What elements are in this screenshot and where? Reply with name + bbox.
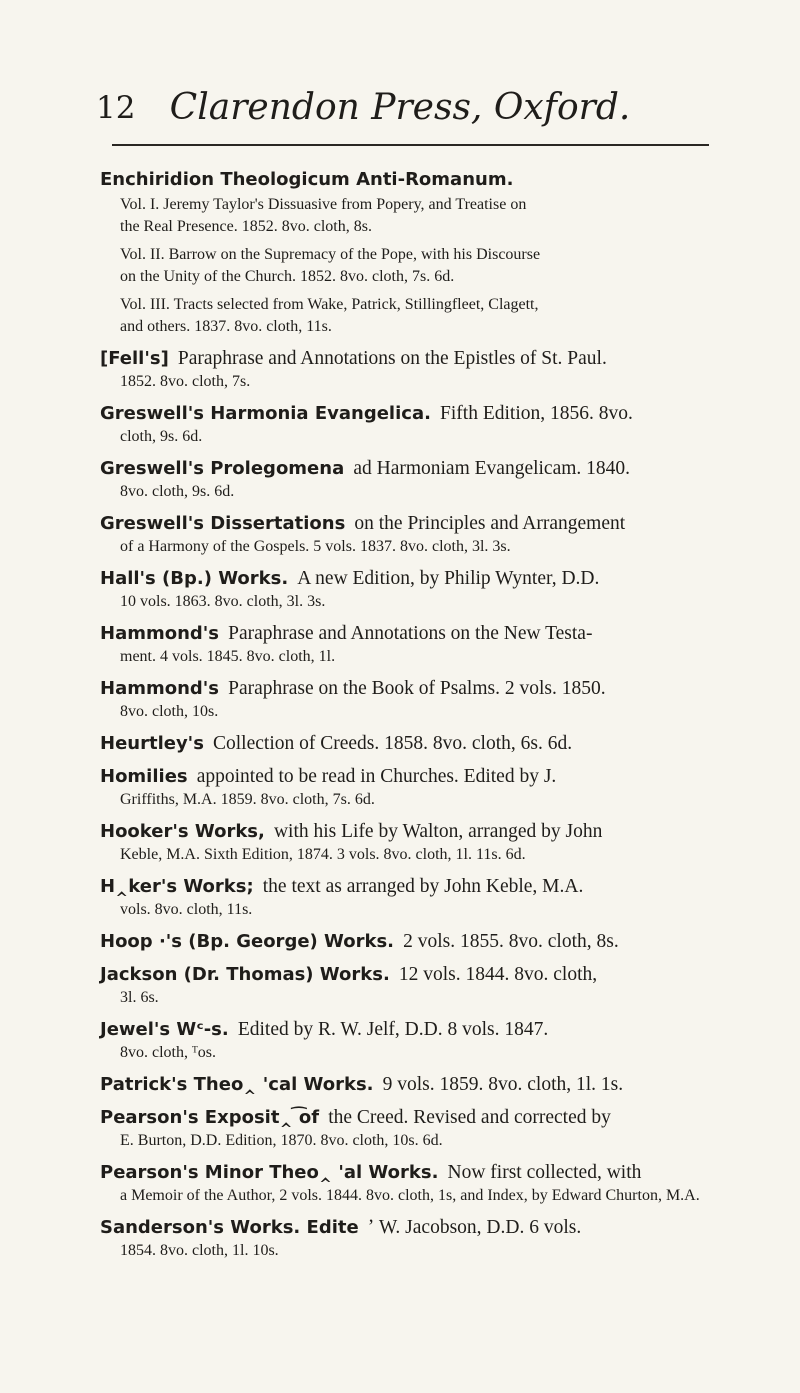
catalogue-entry bbox=[100, 168, 730, 338]
entry-detail-line: of a Harmony of the Gospels. 5 vols. 1837. 8vo. cloth, 3l. 3s. bbox=[120, 538, 511, 555]
page-header bbox=[0, 88, 800, 128]
entry-description: Paraphrase on the Book of Psalms. 2 vols. 1850. bbox=[228, 678, 606, 699]
entry-description: 12 vols. 1844. 8vo. cloth, bbox=[398, 964, 598, 985]
catalogue-entry bbox=[100, 402, 730, 448]
entry-heading: Greswell's Prolegomena bbox=[100, 458, 345, 479]
entry-detail-line: vols. 8vo. cloth, 11s. bbox=[120, 901, 253, 918]
entry-detail-line: 3l. 6s. bbox=[120, 989, 159, 1006]
entry-heading: Greswell's Dissertations bbox=[100, 513, 346, 534]
entry-heading: Hammond's bbox=[100, 678, 220, 699]
entry-heading: Hall's (Bp.) Works. bbox=[100, 568, 289, 589]
entry-description: Edited by R. W. Jelf, D.D. 8 vols. 1847. bbox=[237, 1019, 549, 1040]
entry-description: Paraphrase and Annotations on the Epistles of St. Paul. bbox=[177, 348, 607, 369]
catalogue-entry bbox=[100, 765, 730, 811]
entry-description: Paraphrase and Annotations on the New Testa- bbox=[228, 623, 593, 644]
entry-heading: Greswell's Harmonia Evangelica. bbox=[100, 403, 431, 424]
volume-line: the Real Presence. 1852. 8vo. cloth, 8s. bbox=[120, 218, 372, 235]
entry-detail-line: 1852. 8vo. cloth, 7s. bbox=[120, 373, 251, 390]
entry-heading: Hammond's bbox=[100, 623, 220, 644]
catalogue-entry bbox=[100, 963, 730, 1009]
entry-detail-line: 1854. 8vo. cloth, 1l. 10s. bbox=[120, 1242, 279, 1259]
catalogue-entries bbox=[100, 168, 730, 1271]
entry-detail-line: Keble, M.A. Sixth Edition, 1874. 3 vols. 8vo. cloth, 1l. 11s. 6d. bbox=[120, 846, 526, 863]
entry-detail-line: 10 vols. 1863. 8vo. cloth, 3l. 3s. bbox=[120, 593, 326, 610]
catalogue-entry bbox=[100, 622, 730, 668]
entry-description: ʼ W. Jacobson, D.D. 6 vols. bbox=[367, 1217, 582, 1238]
entry-detail-line: 8vo. cloth, ᵀos. bbox=[120, 1044, 217, 1061]
catalogue-entry bbox=[100, 732, 730, 756]
entry-description: A new Edition, by Philip Wynter, D.D. bbox=[297, 568, 600, 589]
entry-heading: Jewel's Wᶜ‐s. bbox=[100, 1019, 229, 1040]
entry-heading: [Fell's] bbox=[100, 348, 169, 369]
volume-item bbox=[100, 294, 730, 338]
volume-item bbox=[100, 194, 730, 238]
entry-heading: Patrick's Theo‸ 'cal Works. bbox=[100, 1074, 374, 1095]
catalogue-entry bbox=[100, 677, 730, 723]
catalogue-entry bbox=[100, 1073, 730, 1097]
entry-heading: Enchiridion Theologicum Anti-Romanum. bbox=[100, 169, 514, 190]
volume-line: Vol. II. Barrow on the Supremacy of the Pope, with his Discourse bbox=[120, 246, 541, 263]
catalogue-entry bbox=[100, 512, 730, 558]
entry-heading: Pearson's Exposit‸ ͡of bbox=[100, 1107, 320, 1128]
volume-line: Vol. I. Jeremy Taylor's Dissuasive from Popery, and Treatise on bbox=[120, 196, 527, 213]
volume-line: Vol. III. Tracts selected from Wake, Patrick, Stillingfleet, Clagett, bbox=[120, 296, 539, 313]
entry-description: Collection of Creeds. 1858. 8vo. cloth, 6s. 6d. bbox=[213, 733, 573, 754]
catalogue-entry bbox=[100, 930, 730, 954]
catalogue-entry bbox=[100, 1161, 730, 1207]
entry-detail-line: Griffiths, M.A. 1859. 8vo. cloth, 7s. 6d. bbox=[120, 791, 375, 808]
entry-description: appointed to be read in Churches. Edited by J. bbox=[196, 766, 557, 787]
catalogue-entry bbox=[100, 1106, 730, 1152]
entry-description: ad Harmoniam Evangelicam. 1840. bbox=[353, 458, 631, 479]
volume-line: on the Unity of the Church. 1852. 8vo. cloth, 7s. 6d. bbox=[120, 268, 455, 285]
entry-description: on the Principles and Arrangement bbox=[354, 513, 626, 534]
entry-heading: Jackson (Dr. Thomas) Works. bbox=[100, 964, 390, 985]
entry-description: the Creed. Revised and corrected by bbox=[328, 1107, 611, 1128]
entry-detail-line: ment. 4 vols. 1845. 8vo. cloth, 1l. bbox=[120, 648, 336, 665]
catalogue-entry bbox=[100, 875, 730, 921]
entry-heading: Homilies bbox=[100, 766, 188, 787]
entry-description: with his Life by Walton, arranged by John bbox=[273, 821, 603, 842]
catalogue-entry bbox=[100, 347, 730, 393]
entry-heading: Hoop ·'s (Bp. George) Works. bbox=[100, 931, 395, 952]
entry-detail-line: 8vo. cloth, 9s. 6d. bbox=[120, 483, 235, 500]
entry-description: 9 vols. 1859. 8vo. cloth, 1l. 1s. bbox=[382, 1074, 624, 1095]
catalogue-entry bbox=[100, 1018, 730, 1064]
catalogue-entry bbox=[100, 567, 730, 613]
entry-heading: Pearson's Minor Theo‸ 'al Works. bbox=[100, 1162, 439, 1183]
entry-heading: Hooker's Works, bbox=[100, 821, 265, 842]
entry-detail-line: cloth, 9s. 6d. bbox=[120, 428, 203, 445]
entry-heading: Heurtley's bbox=[100, 733, 204, 754]
volume-item bbox=[100, 244, 730, 288]
catalogue-entry bbox=[100, 820, 730, 866]
page-number: 12 bbox=[96, 90, 136, 126]
running-title: Clarendon Press, Oxford. bbox=[169, 87, 631, 128]
entry-detail-line: a Memoir of the Author, 2 vols. 1844. 8vo. cloth, 1s, and Index, by Edward Churton, M.A. bbox=[120, 1187, 700, 1204]
entry-heading: H‸ker's Works; bbox=[100, 876, 254, 897]
entry-description: 2 vols. 1855. 8vo. cloth, 8s. bbox=[403, 931, 619, 952]
entry-heading: Sanderson's Works. Edite bbox=[100, 1217, 359, 1238]
catalogue-entry bbox=[100, 457, 730, 503]
catalogue-entry bbox=[100, 1216, 730, 1262]
entry-detail-line: 8vo. cloth, 10s. bbox=[120, 703, 219, 720]
volume-line: and others. 1837. 8vo. cloth, 11s. bbox=[120, 318, 332, 335]
entry-description: the text as arranged by John Keble, M.A. bbox=[262, 876, 584, 897]
entry-detail-line: E. Burton, D.D. Edition, 1870. 8vo. cloth, 10s. 6d. bbox=[120, 1132, 443, 1149]
header-rule bbox=[112, 144, 709, 146]
entry-description: Fifth Edition, 1856. 8vo. bbox=[440, 403, 633, 424]
entry-description: Now first collected, with bbox=[447, 1162, 642, 1183]
